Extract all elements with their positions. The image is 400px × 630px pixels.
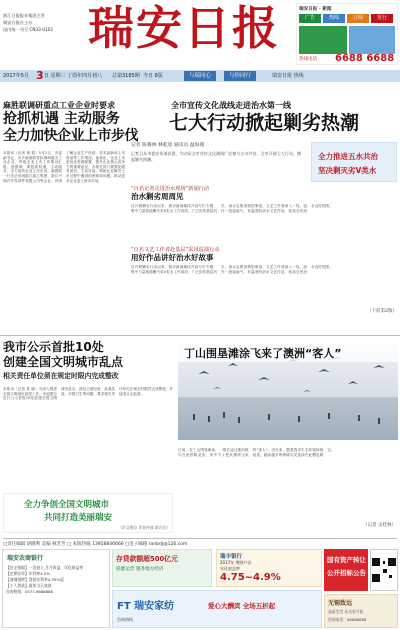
ad-rate-label: 年化收益率	[220, 566, 240, 571]
banner-line: 坚决剿灭劣V类水	[318, 166, 377, 175]
editors-line: □责任编辑 胡晓利 美编 林芳芳 □ 本版热线 13958846666 □电子邮箱 ranbdj@126.com	[3, 538, 397, 547]
ad-rate-value: 4.75~4.9%	[220, 572, 281, 583]
banner-line: 共同打造美丽瑞安	[44, 513, 113, 523]
ad-text: 品质生活 从这里开始	[328, 609, 364, 614]
story-body: 本报讯（记者 蔡 瑜）为深入推进全国文明城市创建工作，市创建办近日公示首批10处创建全国文明城市乱点，涉及占道经营、乱堆乱放、环境卫生等问题，要求相关责任单位在规定时限内完成整改，并接受社会监督。	[3, 387, 173, 401]
bird-photo	[178, 344, 398, 440]
divider	[0, 335, 400, 336]
banner-line: 全力推进五水共治	[318, 152, 378, 161]
nav-item[interactable]: 与你同行	[224, 71, 256, 81]
pages-count: 今日 8版	[143, 73, 163, 79]
ad-text: 无锡致远	[328, 600, 353, 607]
ad-text: 公开招标公告	[327, 569, 366, 577]
info-line: 国内统一刊号 CN33-0102	[3, 27, 54, 32]
ad-text: 国有资产转让	[327, 556, 366, 564]
ad-blue-block	[349, 26, 395, 54]
story-headline: 全力加快企业上市步伐	[3, 128, 138, 144]
ad-item: 【商铺抵押】贷款年利率4.35%起	[6, 577, 64, 582]
ad-line: 咨询热线	[117, 617, 133, 622]
info-line: 瑞安日报社主办	[3, 20, 33, 25]
info-line: 浙江日报报业集团主管	[3, 13, 45, 18]
story-subhead: 相关责任单位须在规定时限内完成整改	[3, 372, 119, 380]
ad-brand: FT 瑞安家纺	[117, 601, 175, 612]
jump-note: （下转第2版）	[367, 309, 397, 314]
ad-text: 爱心大酬宾 全场五折起	[208, 602, 276, 610]
photo-headline-bar	[178, 344, 398, 362]
ad-title: 瑞安日报 · 新闻	[299, 7, 332, 12]
civilized-banner	[3, 493, 173, 533]
ad-phone: 咨询电话：66888888	[328, 617, 367, 622]
ad-strip	[112, 549, 212, 587]
left-story	[3, 100, 138, 330]
story-headline: 抢抓机遇 主动服务	[3, 111, 120, 127]
ad-tag: 发行	[371, 14, 393, 23]
ad-subtitle: 稳健运营 服务地方经济	[116, 567, 164, 572]
nav-item[interactable]: 与瑞同心	[184, 71, 216, 81]
story-body: 自开展剿劣行动以来，我市新闻媒体开设专栏专题，集中力量报道剿灭劣V类水工作成效，广泛宣传基层河长、治水志愿者典型事迹。文艺工作者深入一线，创作一批接地气、有温度的治水文艺作品，营造全民治水良好氛围。	[131, 265, 333, 274]
newspaper-logo: 瑞安日报	[88, 2, 280, 54]
contact-text: 瑞安日报 热线	[272, 73, 304, 79]
photo-caption: 日前，在丁山围垦滩涂，一群长途迁徙的候鸟在此停歇觅食，其中不少是从澳洲飞来的“客人”。近年来，随着我市生态环境持续改善，越来越多的珍稀鸟类选择在此栖息繁衍。	[178, 448, 335, 457]
ad-tag: 广告	[299, 14, 321, 23]
section-subhead: “百名记者走进治水现场”新闻行动	[131, 186, 210, 192]
ad-left[interactable]	[2, 549, 110, 628]
ad-green-block	[299, 26, 347, 54]
ad-middle[interactable]	[112, 549, 322, 628]
ad-line: 2017年 理财产品	[220, 560, 252, 565]
edition-number: 总第3185期	[112, 73, 140, 79]
reporter-line: 记者 陈赛林 林乾思 通讯员 温海燕	[131, 143, 205, 148]
section-subhead: “百名文艺工作者赴基层”采风巡演行动	[131, 247, 220, 253]
story-headline: 创建全国文明城市乱点	[3, 355, 124, 369]
photo-story	[178, 340, 398, 530]
story-headline: 我市公示首批10处	[3, 340, 104, 354]
ad-item: 【住宅按揭】一次投入 月月收益，年化收益率	[6, 565, 84, 570]
story-body: 自开展剿劣行动以来，我市新闻媒体开设专栏专题，集中力量报道剿灭劣V类水工作成效，广泛宣传基层河长、治水志愿者典型事迹。文艺工作者深入一线，创作一批接地气、有温度的治水文艺作品，营造全民治水良好氛围。	[131, 204, 333, 213]
ad-item: 【定期存单】年利率4.2%	[6, 571, 50, 576]
masthead	[0, 0, 400, 70]
ad-title: 存贷款额超500亿元	[116, 555, 178, 563]
date-bar	[0, 70, 400, 82]
story-headline: 七大行动掀起剿劣热潮	[169, 112, 360, 134]
banner-line: 全力争创全国文明城市	[24, 500, 110, 510]
story-body: 本报讯（记者 林 瑞）5月2日，市委副书记、市长麻胜联带队调研重点工业企业，听取企业上市工作情况汇报。他强调，要抢抓机遇，主动服务，全力加快企业上市步伐。麻胜联一行先后来到浙江瑞立集团、浙江兴瑞汽车零部件有限公司等企业，详细了解企业生产经营、技术创新和上市准备等工作情况。他指出，企业上市是优化资源配置、提升企业核心竞争力的重要途径，各相关部门要强化服务意识，主动对接，帮助企业解决上市过程中遇到的困难和问题，推动更多企业进入资本市场。	[3, 151, 125, 183]
story-lead: 记者日从市委宣传部获悉，为动员全市宣传文化战线广泛参与五水共治，全市开展七大行动，掀起剿劣热潮。	[131, 151, 301, 162]
date-day: 3	[36, 69, 44, 82]
ad-phone: 6688 6688	[335, 53, 395, 64]
story-kicker: 全市宣传文化战线走进治水第一线	[171, 101, 291, 110]
ad-right[interactable]	[324, 549, 398, 628]
section-subhead-bold: 用好作品讲好治水好故事	[131, 253, 214, 262]
story-kicker: 麻胜联调研重点工业企业时要求	[3, 101, 115, 110]
ad-right-bottom	[324, 594, 398, 628]
mid-story	[131, 100, 397, 333]
campaign-banner	[311, 142, 397, 182]
ad-item: 咨询热线：0577-6688888	[6, 589, 53, 594]
ad-bottom	[112, 590, 322, 628]
section-subhead-bold: 治水剿劣周周见	[131, 192, 184, 201]
ad-right-top	[324, 549, 368, 591]
photo-headline: 丁山围垦滩涂飞来了澳洲“客人”	[184, 347, 342, 360]
date-detail: 日 星期三 丁酉年四月初八	[44, 73, 103, 79]
ad-item: 【个人贷款】最快当天放款	[6, 583, 52, 588]
ad-brand: 瑞丰银行	[220, 554, 243, 560]
ad-brand: 瑞安农商银行	[7, 555, 44, 562]
ad-tag: 热线	[323, 14, 345, 23]
ad-phone-label: 热线电话	[299, 57, 317, 62]
masthead-info	[3, 12, 83, 33]
date-text: 2017年5月	[3, 73, 29, 79]
masthead-ad[interactable]	[296, 3, 398, 65]
photo-credit: （记者 吴桂林）	[363, 523, 396, 528]
ad-tag: 订阅	[347, 14, 369, 23]
ad-rate-box	[216, 549, 322, 587]
qr-icon	[371, 557, 397, 583]
banner-credit: （市文明办 市宣传部 联合宣）	[118, 525, 170, 530]
qr-code	[370, 549, 398, 591]
